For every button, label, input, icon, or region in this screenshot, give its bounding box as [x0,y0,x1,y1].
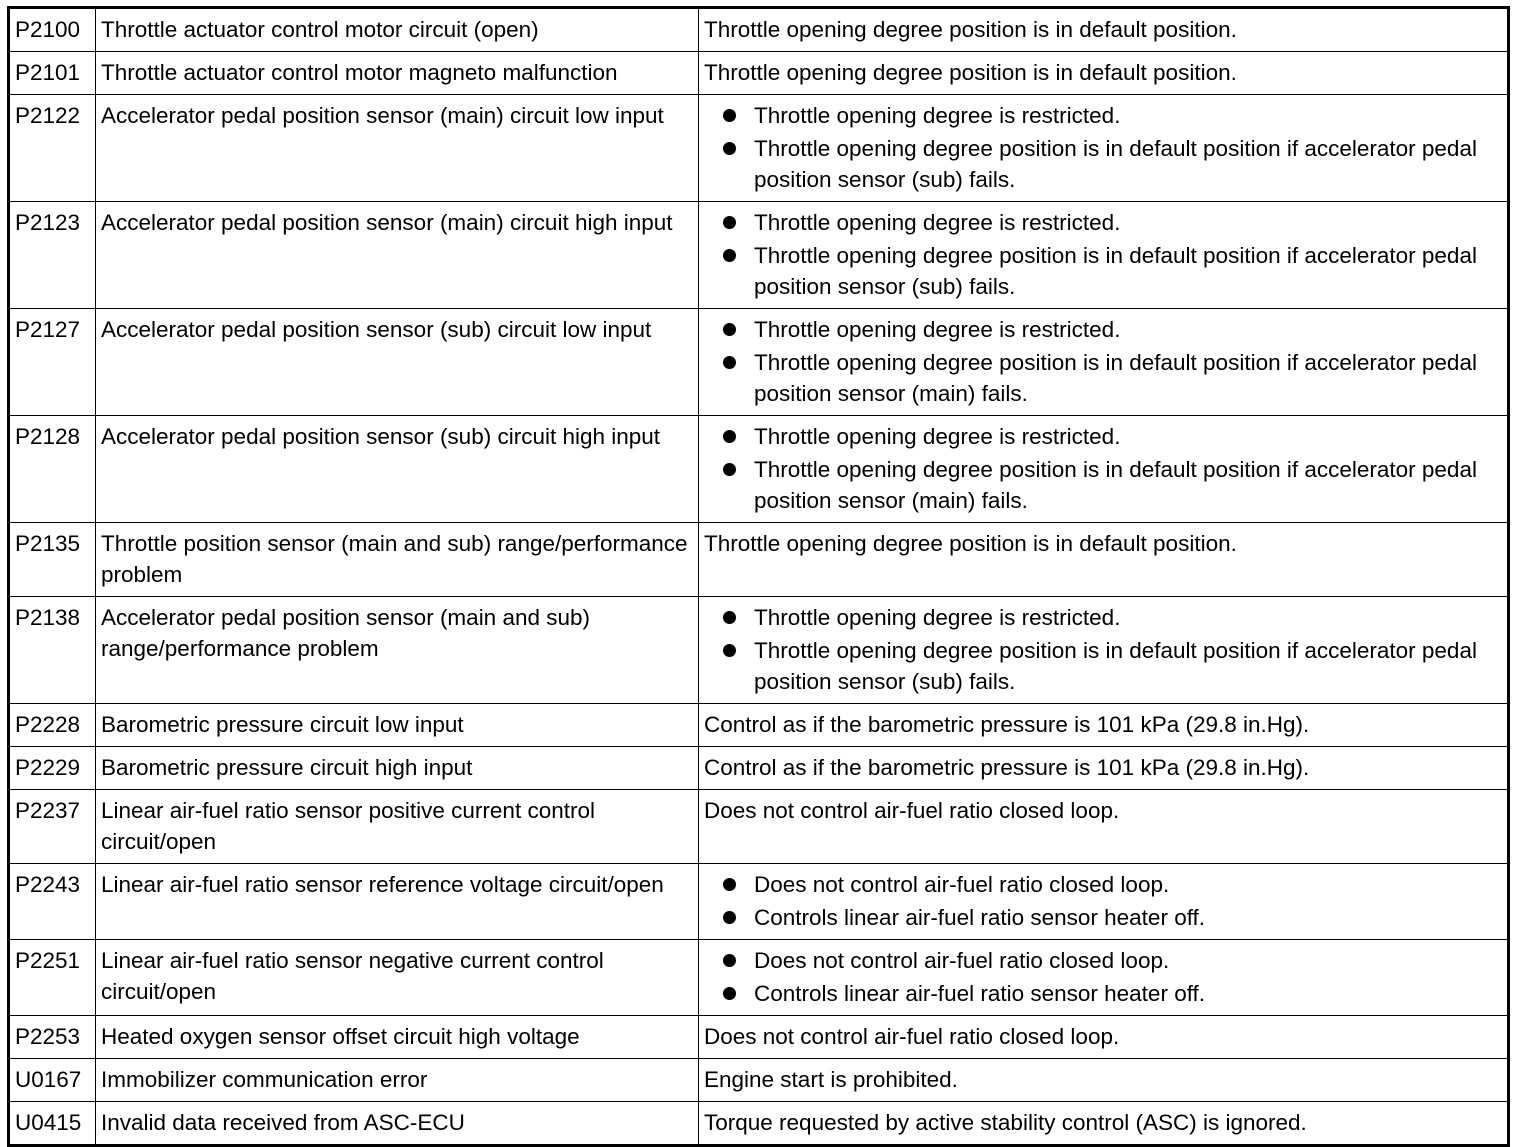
dtc-description: Invalid data received from ASC-ECU [96,1102,699,1146]
table-row [9,1102,1509,1146]
table-row [9,202,1509,309]
fail-safe-item: Throttle opening degree is restricted. [704,602,1507,633]
fail-safe-item: Throttle opening degree position is in default position if accelerator pedal position sensor (sub) fails. [704,133,1507,195]
dtc-code: P2237 [9,790,96,864]
table-row [9,704,1509,747]
dtc-code: P2127 [9,309,96,416]
fail-safe-list [704,314,1507,409]
dtc-description: Linear air-fuel ratio sensor positive current control circuit/open [96,790,699,864]
table-row [9,1016,1509,1059]
fail-safe-item: Does not control air-fuel ratio closed loop. [704,869,1507,900]
fail-safe-text: Does not control air-fuel ratio closed loop. [704,798,1120,823]
fail-safe-text: Engine start is prohibited. [704,1067,958,1092]
dtc-description: Barometric pressure circuit low input [96,704,699,747]
dtc-table-body [9,8,1509,1146]
dtc-description: Immobilizer communication error [96,1059,699,1102]
table-row [9,95,1509,202]
table-row [9,523,1509,597]
dtc-code: P2128 [9,416,96,523]
dtc-code: P2138 [9,597,96,704]
table-row [9,597,1509,704]
fail-safe-item: Throttle opening degree position is in default position if accelerator pedal position sensor (main) fails. [704,454,1507,516]
dtc-code: U0167 [9,1059,96,1102]
fail-safe-cell [699,8,1509,52]
fail-safe-item: Throttle opening degree position is in default position if accelerator pedal position sensor (sub) fails. [704,635,1507,697]
table-row [9,940,1509,1016]
fail-safe-list [704,869,1507,933]
fail-safe-cell [699,202,1509,309]
dtc-code: P2101 [9,52,96,95]
fail-safe-text: Control as if the barometric pressure is 101 kPa (29.8 in.Hg). [704,755,1310,780]
fail-safe-item: Throttle opening degree is restricted. [704,100,1507,131]
dtc-description: Throttle actuator control motor magneto malfunction [96,52,699,95]
dtc-description: Accelerator pedal position sensor (main) circuit high input [96,202,699,309]
fail-safe-cell [699,1102,1509,1146]
table-row [9,8,1509,52]
fail-safe-text: Throttle opening degree position is in default position. [704,531,1237,556]
dtc-failsafe-table [7,6,1510,1147]
fail-safe-item: Throttle opening degree is restricted. [704,314,1507,345]
fail-safe-item: Controls linear air-fuel ratio sensor heater off. [704,902,1507,933]
dtc-code: P2253 [9,1016,96,1059]
dtc-description: Throttle actuator control motor circuit (open) [96,8,699,52]
dtc-description: Accelerator pedal position sensor (sub) circuit low input [96,309,699,416]
fail-safe-cell [699,747,1509,790]
fail-safe-item: Throttle opening degree is restricted. [704,207,1507,238]
fail-safe-list [704,602,1507,697]
dtc-code: P2229 [9,747,96,790]
fail-safe-cell [699,523,1509,597]
fail-safe-cell [699,704,1509,747]
dtc-code: P2251 [9,940,96,1016]
dtc-description: Heated oxygen sensor offset circuit high voltage [96,1016,699,1059]
table-row [9,790,1509,864]
dtc-description: Linear air-fuel ratio sensor negative current control circuit/open [96,940,699,1016]
fail-safe-cell [699,790,1509,864]
table-row [9,416,1509,523]
dtc-code: P2123 [9,202,96,309]
fail-safe-item: Does not control air-fuel ratio closed loop. [704,945,1507,976]
fail-safe-item: Throttle opening degree is restricted. [704,421,1507,452]
dtc-description: Accelerator pedal position sensor (main and sub) range/performance problem [96,597,699,704]
dtc-description: Barometric pressure circuit high input [96,747,699,790]
fail-safe-text: Control as if the barometric pressure is 101 kPa (29.8 in.Hg). [704,712,1310,737]
fail-safe-text: Does not control air-fuel ratio closed loop. [704,1024,1120,1049]
fail-safe-list [704,421,1507,516]
fail-safe-item: Throttle opening degree position is in default position if accelerator pedal position sensor (sub) fails. [704,240,1507,302]
fail-safe-text: Throttle opening degree position is in default position. [704,60,1237,85]
fail-safe-item: Controls linear air-fuel ratio sensor heater off. [704,978,1507,1009]
table-row [9,864,1509,940]
dtc-code: P2228 [9,704,96,747]
dtc-description: Throttle position sensor (main and sub) range/performance problem [96,523,699,597]
fail-safe-cell [699,940,1509,1016]
table-row [9,747,1509,790]
dtc-description: Linear air-fuel ratio sensor reference voltage circuit/open [96,864,699,940]
dtc-code: P2135 [9,523,96,597]
fail-safe-text: Torque requested by active stability control (ASC) is ignored. [704,1110,1307,1135]
fail-safe-cell [699,597,1509,704]
dtc-code: P2100 [9,8,96,52]
fail-safe-list [704,945,1507,1009]
fail-safe-text: Throttle opening degree position is in default position. [704,17,1237,42]
fail-safe-list [704,207,1507,302]
fail-safe-cell [699,416,1509,523]
fail-safe-item: Throttle opening degree position is in default position if accelerator pedal position sensor (main) fails. [704,347,1507,409]
fail-safe-cell [699,309,1509,416]
fail-safe-cell [699,864,1509,940]
dtc-code: P2243 [9,864,96,940]
fail-safe-cell [699,1059,1509,1102]
fail-safe-cell [699,1016,1509,1059]
dtc-description: Accelerator pedal position sensor (main) circuit low input [96,95,699,202]
table-row [9,309,1509,416]
dtc-code: P2122 [9,95,96,202]
fail-safe-cell [699,52,1509,95]
dtc-code: U0415 [9,1102,96,1146]
fail-safe-list [704,100,1507,195]
fail-safe-cell [699,95,1509,202]
table-row [9,52,1509,95]
table-row [9,1059,1509,1102]
dtc-description: Accelerator pedal position sensor (sub) circuit high input [96,416,699,523]
